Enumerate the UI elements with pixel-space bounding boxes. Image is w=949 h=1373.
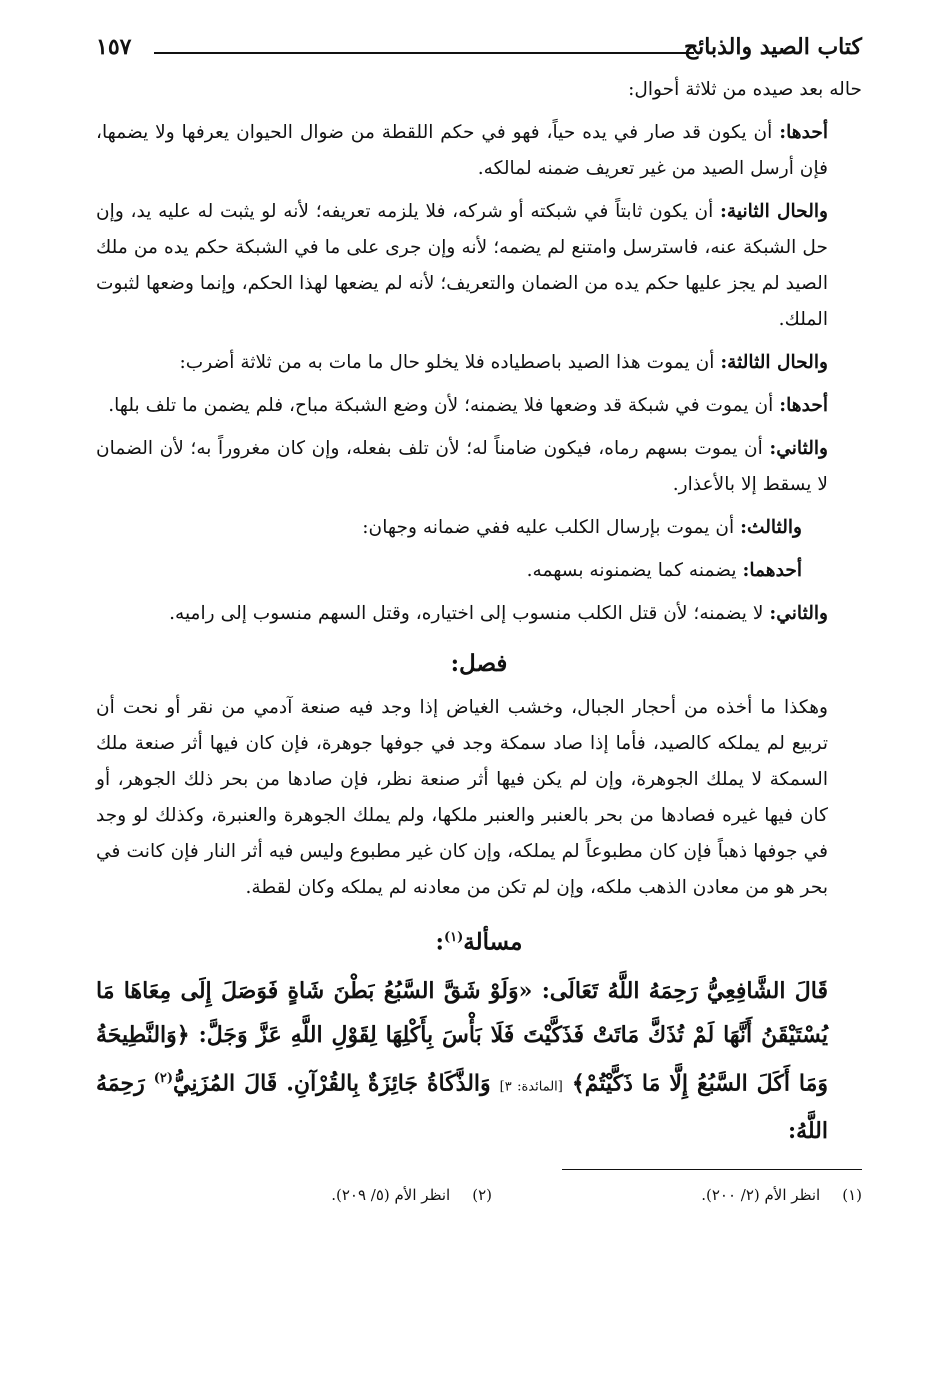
header-rule <box>154 52 694 54</box>
footnote-divider <box>562 1169 862 1170</box>
book-page <box>96 32 862 1206</box>
footnote-ref: (١) <box>444 930 464 945</box>
section-paragraph: وهكذا ما أخذه من أحجار الجبال، وخشب الغياض إذا وجد فيه صنعة آدمي من نقر أو نحت أن تربيع لم يملكه كالصيد، فأما إذا صاد سمكة وجد في جوفها جوهرة، فإن كان فيها أثر صنعة ملك السمكة لا يملك الجوهرة، وإن لم يكن فيها أثر صنعة نظر، فإن صادها من بحر ذلك الجوهر، أو كان فيها غيره فصادها من بحر بالعنبر والعنبر ملكها، ولم يملك الجوهرة والعنبرة، وكذلك لو وجد في جوفها ذهباً فإن كان مطبوعاً لم يملكه، وإن كان غير مطبوع وليس فيه أثر النار فإن كانت في بحر هو من معادن الذهب ملكه، وإن لم تكن من معادنه لم يملكه وكان لقطة. <box>96 697 828 898</box>
quran-citation: [المائدة: ٣] <box>499 1078 563 1094</box>
main-text <box>96 72 862 961</box>
footnote-item: (١) انظر الأم (٢/ ٢٠٠). <box>701 1185 862 1204</box>
paragraph: أحدها: أن يموت في شبكة قد وضعها فلا يضمنه؛ لأن وضع الشبكة مباح، فلم يضمن ما تلف بلها. <box>108 395 828 416</box>
footnotes <box>96 1184 862 1206</box>
page-number: ١٥٧ <box>96 34 132 60</box>
paragraph: والثاني: أن يموت بسهم رماه، فيكون ضامناً له؛ لأن تلف بفعله، وإن كان مغروراً به؛ لأن الضمان لا يسقط إلا بالأعذار. <box>96 438 828 495</box>
paragraph: أحدها: أن يكون قد صار في يده حياً، فهو في حكم اللقطة من ضوال الحيوان يعرفها ولا يضمها، فإن أرسل الصيد من غير تعريف ضمنه لمالكه. <box>96 122 828 179</box>
shafii-quote: قَالَ الشَّافِعِيُّ رَحِمَهُ اللَّهُ تَعَالَى: «وَلَوْ شَقَّ السَّبُعُ بَطْنَ شَاةٍ فَوَصَلَ إِلَى مِعَاهَا مَا يُسْتَيْقَنُ أَنَّهَا لَمْ تُذَكَّ مَاتَتْ فَذَكَّيْتَ فَلَا بَأْسَ بِأَكْلِهَا لِقَوْلِ اللَّهِ عَزَّ وَجَلَّ: ﴿وَالنَّطِيحَةُ وَمَا أَكَلَ السَّبُعُ إِلَّا مَا ذَكَّيْتُمْ﴾ [المائدة: ٣] وَالذَّكَاةُ جَائِزَةٌ بِالقُرْآنِ. قَالَ المُزَنِيُّ$^{(٢)}$ رَحِمَهُ اللَّهُ: <box>96 977 828 1144</box>
paragraph: حاله بعد صيده من ثلاثة أحوال: <box>628 79 862 100</box>
paragraph: والثاني: لا يضمنه؛ لأن قتل الكلب منسوب إلى اختياره، وقتل السهم منسوب إلى راميه. <box>169 603 828 624</box>
paragraph: والحال الثالثة: أن يموت هذا الصيد باصطياده فلا يخلو حال ما مات به من ثلاثة أضرب: <box>179 352 828 373</box>
page-header <box>96 32 862 72</box>
chapter-title: كتاب الصيد والذبائح <box>683 34 862 60</box>
footnote-item: (٢) انظر الأم (٥/ ٢٠٩). <box>331 1185 492 1204</box>
masala-heading: مسألة$^{(١)}$: <box>435 928 523 956</box>
footnote-ref: (٢) <box>153 1070 173 1086</box>
section-heading: فصل: <box>450 650 508 677</box>
paragraph: والثالث: أن يموت بإرسال الكلب عليه ففي ضمانه وجهان: <box>362 517 802 538</box>
paragraph: أحدهما: يضمنه كما يضمنونه بسهمه. <box>526 560 802 581</box>
paragraph: والحال الثانية: أن يكون ثابتاً في شبكته أو شركه، فلا يلزمه تعريفه؛ لأنه لو يثبت له عليه يد، وإن حل الشبكة عنه، فاسترسل وامتنع لم يضمه؛ لأنه وإن جرى على ما في الشبكة حكم يده من ملك الصيد لم يجز عليها حكم يده من الضمان والتعريف؛ لأنه لم يضعها لهذا الحكم، وإنما وضعها لثبوت الملك. <box>96 201 828 330</box>
